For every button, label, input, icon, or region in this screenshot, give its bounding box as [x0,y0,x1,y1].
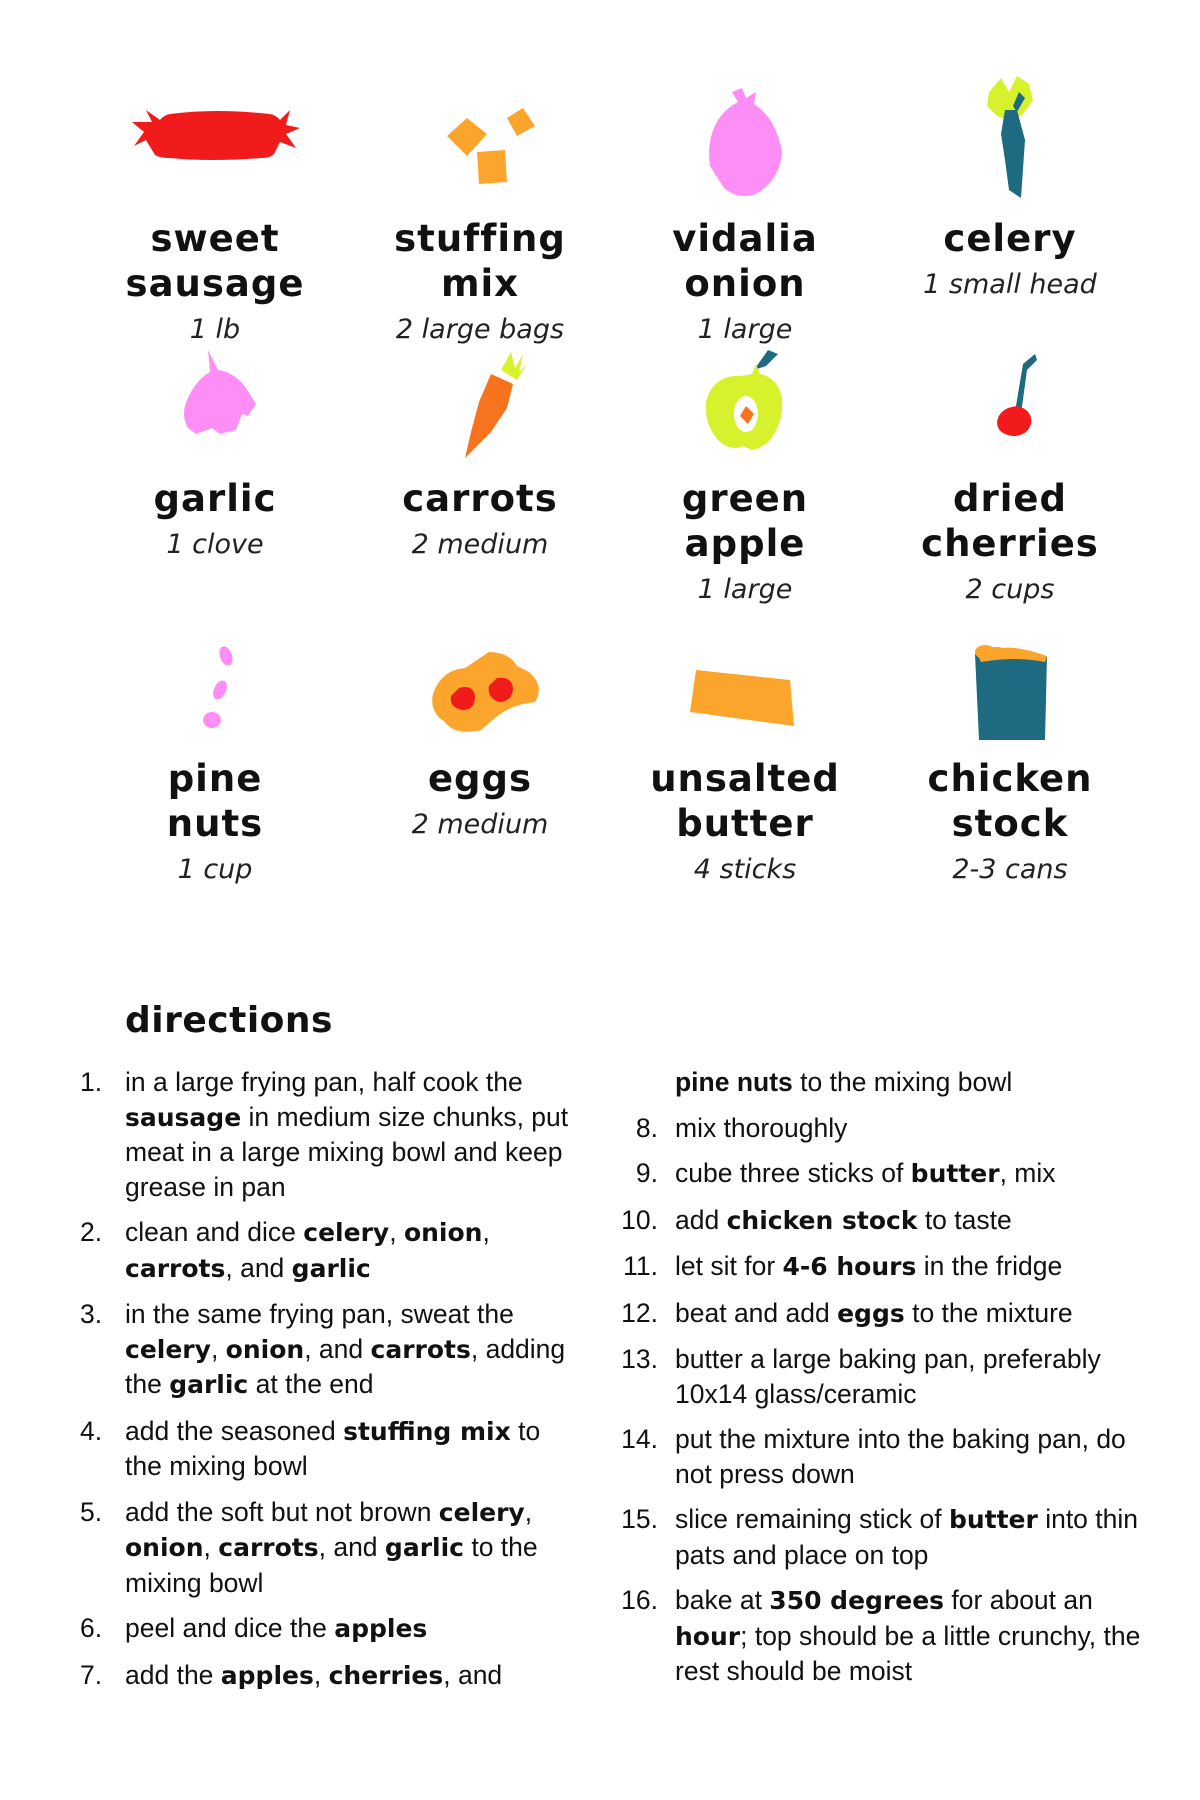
step-text: clean and dice [125,1217,304,1247]
step-text: mix thoroughly [675,1112,848,1143]
ingredient-name: garlic [153,477,277,520]
step-highlight: celery [303,1218,390,1247]
direction-step [80,1215,580,1286]
step-highlight: celery [125,1334,211,1364]
ingredient-name: eggs [427,757,533,800]
step-text: in the fridge [916,1251,1063,1281]
step-number: 15. [621,1504,658,1534]
step-text: peel and dice the [125,1613,335,1643]
step-highlight: carrots [125,1253,226,1283]
ingredient-quantity: 4 sticks [693,854,797,885]
step-highlight: butter [948,1505,1038,1534]
step-number: 5. [80,1496,103,1527]
directions-column-left [80,1065,580,1704]
step-text: , and [225,1252,292,1283]
step-highlight: apples [220,1660,314,1690]
step-number: 12. [621,1297,658,1328]
step-text: , [210,1333,226,1364]
step-text: add [675,1204,727,1235]
step-highlight: garlic [169,1370,249,1399]
step-highlight: chicken stock [726,1205,918,1235]
ingredient-name: stuffing mix [394,217,566,305]
step-highlight: butter [910,1159,1000,1188]
ingredient-celery [880,70,1140,301]
ingredient-name: dried cherries [921,477,1099,565]
ingredient-quantity: 1 clove [166,529,264,560]
step-text: slice remaining stick of [675,1504,949,1534]
ingredient-name: carrots [402,477,558,520]
onion-icon [660,70,830,210]
step-number: 4. [80,1415,103,1446]
direction-step [630,1111,1150,1146]
step-text: , [482,1217,490,1247]
ingredient-quantity: 2 large bags [395,314,565,345]
step-highlight: 350 degrees [769,1586,945,1615]
step-text: at the end [248,1369,374,1399]
ingredient-quantity: 2 cups [965,574,1055,605]
ingredient-apple [615,340,875,606]
step-highlight: pine nuts [675,1067,793,1097]
direction-step [80,1611,580,1647]
ingredient-onion [615,70,875,346]
direction-step [80,1658,580,1694]
step-highlight: eggs [837,1298,905,1328]
direction-step [623,1249,1150,1285]
step-number: 8. [635,1112,658,1143]
pine-nuts-icon [130,640,300,750]
ingredient-quantity: 2-3 cans [952,854,1068,885]
sausage-icon [130,70,300,210]
step-highlight: carrots [370,1334,471,1364]
step-text: beat and add [675,1297,838,1328]
step-highlight: carrots [218,1533,319,1562]
step-text: , mix [999,1158,1056,1188]
ingredient-name: unsalted butter [650,757,840,845]
step-highlight: celery [438,1497,525,1527]
step-number: 2. [80,1217,103,1247]
direction-step [80,1297,580,1403]
ingredients-grid [85,70,1145,930]
step-highlight: cherries [328,1660,444,1690]
ingredient-garlic [85,340,345,561]
step-highlight: sausage [125,1102,242,1132]
direction-step [80,1414,580,1484]
step-highlight: onion [403,1218,483,1247]
direction-step [630,1156,1150,1192]
step-text: , and [304,1333,371,1364]
step-number: 7. [80,1659,103,1690]
direction-step [621,1203,1150,1239]
direction-step [80,1065,580,1204]
step-number: 9. [635,1158,658,1188]
step-text: let sit for [675,1251,783,1281]
ingredient-quantity: 1 large [697,574,793,605]
celery-icon [925,70,1095,210]
step-text: into thin pats and place on top [675,1504,1139,1570]
step-number: 10. [621,1204,658,1235]
step-text: add the seasoned [125,1415,344,1446]
ingredient-name: celery [943,217,1077,260]
step-highlight: onion [225,1334,305,1364]
ingredient-cherries [880,340,1140,606]
step-text: butter a large baking pan, preferably 10x14 glass/ceramic [675,1344,1101,1409]
ingredient-name: chicken stock [927,757,1093,845]
step-highlight: stuffing mix [343,1416,511,1446]
step-text: put the mixture into the baking pan, do not press down [675,1424,1126,1489]
stock-can-icon [925,640,1095,750]
step-text: in the same frying pan, sweat the [125,1299,514,1329]
step-text: bake at [675,1585,770,1615]
step-text: , [389,1217,404,1247]
step-text: , and [443,1659,503,1690]
step-text: in medium size chunks, put meat in a large mixing bowl and keep grease in pan [125,1101,569,1202]
ingredient-butter [615,640,875,886]
garlic-icon [130,340,300,470]
step-text: to the mixture [904,1297,1073,1328]
ingredient-name: sweet sausage [125,217,305,305]
step-text: cube three sticks of [675,1158,911,1188]
step-number: 6. [80,1613,103,1643]
step-highlight: garlic [384,1533,464,1562]
step-text: in a large frying pan, half cook the [125,1067,523,1097]
direction-step [621,1296,1150,1332]
apple-icon [660,340,830,470]
step-text: to taste [917,1204,1012,1235]
step-highlight: hour [675,1621,741,1651]
step-text: to the mixing bowl [125,1532,538,1598]
ingredient-name: vidalia onion [672,217,818,305]
ingredient-name: pine nuts [166,757,264,845]
directions-column-right [621,1065,1150,1700]
step-highlight: apples [334,1614,428,1643]
step-text: , [203,1532,219,1562]
ingredient-quantity: 2 medium [411,809,549,840]
step-text: add the [125,1659,221,1690]
direction-step [621,1583,1150,1689]
ingredient-eggs [350,640,610,841]
direction-step [621,1342,1150,1411]
eggs-icon [395,640,565,750]
step-text: , adding the [125,1333,566,1399]
step-text: ; top should be a little crunchy, the rest should be moist [675,1620,1141,1686]
direction-step [80,1495,580,1601]
step-text: , [313,1659,329,1690]
ingredient-quantity: 1 lb [189,314,241,345]
ingredient-stuffing-mix [350,70,610,346]
direction-step [621,1502,1150,1572]
step-text: to the mixing bowl [792,1067,1013,1097]
step-number: 16. [621,1585,658,1615]
step-text: for about an [944,1585,1093,1615]
step-number: 11. [623,1251,658,1281]
step-text: to the mixing bowl [125,1415,541,1481]
step-highlight: garlic [291,1253,371,1283]
step-number: 14. [621,1424,658,1454]
ingredient-sausage [85,70,345,346]
step-highlight: onion [125,1533,204,1562]
butter-icon [660,640,830,750]
stuffing-mix-icon [395,70,565,210]
step-text: add the soft but not brown [125,1496,439,1527]
ingredient-quantity: 1 cup [177,854,253,885]
ingredient-name: green apple [681,477,809,565]
direction-step [621,1422,1150,1491]
step-number: 1. [80,1067,103,1097]
ingredient-quantity: 1 small head [923,269,1097,300]
step-highlight: 4-6 hours [782,1252,917,1281]
step-number: 13. [621,1344,658,1374]
ingredient-pine-nuts [85,640,345,886]
ingredient-quantity: 1 large [697,314,793,345]
direction-step-continued [630,1065,1150,1100]
carrot-icon [395,340,565,470]
step-text: , and [318,1532,385,1562]
cherry-icon [925,340,1095,470]
directions-title: directions [125,1000,333,1041]
step-text: , [524,1496,533,1527]
ingredient-carrots [350,340,610,561]
step-number: 3. [80,1299,103,1329]
ingredient-quantity: 2 medium [411,529,549,560]
ingredient-chicken-stock [880,640,1140,886]
